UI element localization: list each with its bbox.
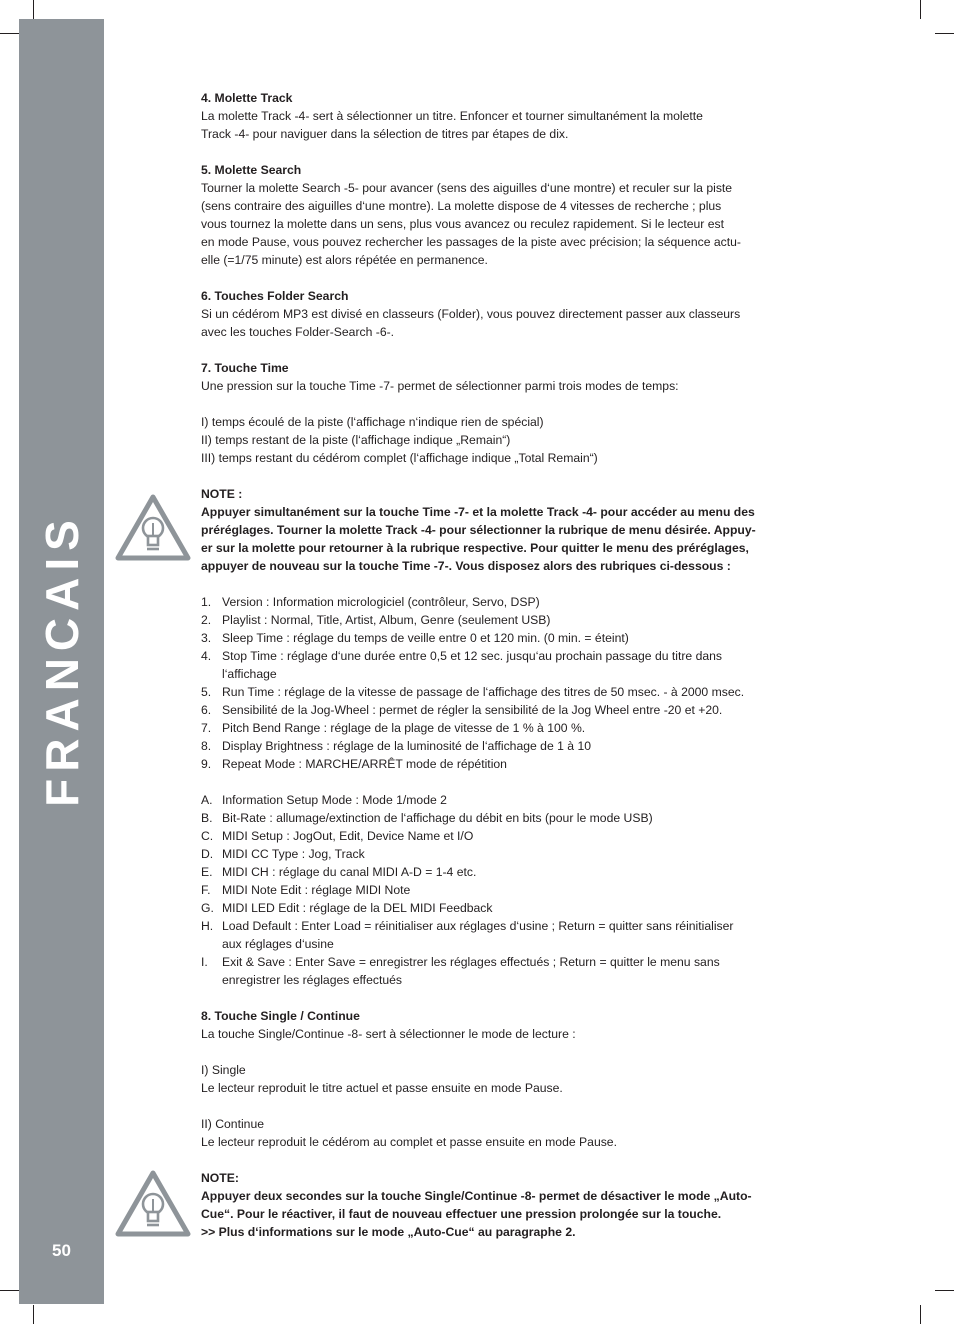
list-marker: 7. [201,721,212,735]
list-text: MIDI Setup : JogOut, Edit, Device Name et I/O [222,829,474,843]
list-item [201,863,819,881]
list-marker: I. [201,955,208,969]
list-text: Stop Time : réglage d‘une durée entre 0,5 et 12 sec. jusqu‘au prochain passage du titre dans [222,649,723,663]
warning-lightbulb-icon [114,1168,192,1238]
list-item [201,629,819,647]
list-text: Sleep Time : réglage du temps de veille entre 0 et 120 min. (0 min. = éteint) [222,631,629,645]
list-text: Playlist : Normal, Title, Artist, Album, Genre (seulement USB) [222,613,551,627]
time-mode-line: I) temps écoulé de la piste (l‘affichage n‘indique rien de spécial) [201,415,544,429]
list-marker: H. [201,919,214,933]
list-item [201,683,819,701]
paragraph-line: vous tournez la molette dans un sens, plus vous avancez ou reculez rapidement. Si le lecteur est [201,217,724,231]
list-item [201,593,819,611]
list-text: MIDI LED Edit : réglage de la DEL MIDI Feedback [222,901,493,915]
list-marker: D. [201,847,214,861]
list-marker: 3. [201,631,212,645]
section-heading: 7. Touche Time [201,361,289,375]
crop-mark [935,33,954,34]
list-marker: A. [201,793,213,807]
list-item [201,719,819,737]
note-line: Cue“. Pour le réactiver, il faut de nouveau effectuer une pression prolongée sur la touche. [201,1207,722,1221]
list-item [201,953,819,971]
list-marker: F. [201,883,211,897]
mode-title: II) Continue [201,1117,265,1131]
list-text: Information Setup Mode : Mode 1/mode 2 [222,793,447,807]
list-item [201,881,819,899]
note-line: >> Plus d‘informations sur le mode „Auto-Cue“ au paragraphe 2. [201,1225,576,1239]
list-marker: 5. [201,685,212,699]
list-item [201,647,819,665]
list-item [201,611,819,629]
list-item [201,737,819,755]
list-text: Display Brightness : réglage de la luminosité de l‘affichage de 1 à 10 [222,739,592,753]
page-number: 50 [52,1241,71,1260]
manual-content [201,89,819,1241]
note-heading: NOTE : [201,487,243,501]
list-text: Run Time : réglage de la vitesse de passage de l‘affichage des titres de 50 msec. - à 2000 msec. [222,685,745,699]
paragraph-line: Une pression sur la touche Time -7- permet de sélectionner parmi trois modes de temps: [201,379,679,393]
list-text: Version : Information micrologiciel (contrôleur, Servo, DSP) [222,595,540,609]
list-text: Pitch Bend Range : réglage de la plage de vitesse de 1 % à 100 %. [222,721,586,735]
paragraph-line: avec les touches Folder-Search -6-. [201,325,395,339]
crop-mark [0,33,19,34]
paragraph-line: Si un cédérom MP3 est divisé en classeurs (Folder), vous pouvez directement passer aux classeurs [201,307,741,321]
crop-mark [33,0,34,19]
paragraph-line: elle (=1/75 minute) est alors répétée en permanence. [201,253,488,267]
list-item [201,899,819,917]
list-item [201,917,819,935]
list-marker: 4. [201,649,212,663]
crop-mark [0,1290,19,1291]
note-line: Appuyer deux secondes sur la touche Single/Continue -8- permet de désactiver le mode „Auto- [201,1189,752,1203]
language-label: FRANCAIS [36,513,88,807]
crop-mark [920,0,921,19]
list-item-continuation [201,971,819,989]
list-marker: 6. [201,703,212,717]
list-text: Load Default : Enter Load = réinitialiser aux réglages d‘usine ; Return = quitter sans réinitialiser [222,919,734,933]
list-item [201,827,819,845]
list-text: Bit-Rate : allumage/extinction de l‘affichage du débit en bits (pour le mode USB) [222,811,653,825]
time-mode-line: III) temps restant du cédérom complet (l‘affichage indique „Total Remain“) [201,451,598,465]
list-marker: B. [201,811,213,825]
list-item [201,809,819,827]
list-text: l‘affichage [222,667,277,681]
section-heading: 4. Molette Track [201,91,293,105]
list-marker: 2. [201,613,212,627]
list-marker: 8. [201,739,212,753]
list-marker: 1. [201,595,212,609]
list-item [201,791,819,809]
note-line: préréglages. Tourner la molette Track -4- pour sélectionner la rubrique de menu désirée. Appuy- [201,523,756,537]
list-text: Repeat Mode : MARCHE/ARRÊT mode de répétition [222,757,507,771]
paragraph-line: Track -4- pour naviguer dans la sélection de titres par étapes de dix. [201,127,569,141]
list-text: Sensibilité de la Jog-Wheel : permet de régler la sensibilité de la Jog Wheel entre -20 et +20. [222,703,723,717]
note-line: er sur la molette pour retourner à la rubrique respective. Pour quitter le menu des préréglages, [201,541,749,555]
paragraph-line: en mode Pause, vous pouvez rechercher les passages de la piste avec précision; la séquence actu- [201,235,741,249]
list-item [201,701,819,719]
note-heading: NOTE: [201,1171,239,1185]
paragraph-line: Tourner la molette Search -5- pour avancer (sens des aiguilles d‘une montre) et reculer sur la piste [201,181,733,195]
time-mode-line: II) temps restant de la piste (l‘affichage indique „Remain“) [201,433,511,447]
section-heading: 8. Touche Single / Continue [201,1009,360,1023]
list-text: MIDI Note Edit : réglage MIDI Note [222,883,411,897]
paragraph-line: Le lecteur reproduit le cédérom au complet et passe ensuite en mode Pause. [201,1135,617,1149]
mode-title: I) Single [201,1063,246,1077]
list-text: aux réglages d‘usine [222,937,334,951]
list-item [201,755,819,773]
note-line: Appuyer simultanément sur la touche Time -7- et la molette Track -4- pour accéder au menu des [201,505,755,519]
section-heading: 5. Molette Search [201,163,302,177]
list-text: Exit & Save : Enter Save = enregistrer les réglages effectués ; Return = quitter le menu sans [222,955,720,969]
crop-mark [920,1305,921,1324]
warning-lightbulb-icon [114,492,192,562]
section-heading: 6. Touches Folder Search [201,289,349,303]
list-text: MIDI CH : réglage du canal MIDI A-D = 1-4 etc. [222,865,477,879]
list-item-continuation [201,935,819,953]
list-item [201,845,819,863]
crop-mark [33,1305,34,1324]
list-marker: G. [201,901,214,915]
list-text: MIDI CC Type : Jog, Track [222,847,365,861]
paragraph-line: (sens contraire des aiguilles d‘une montre). La molette dispose de 4 vitesses de recherche ; plus [201,199,722,213]
crop-mark [935,1290,954,1291]
paragraph-line: La touche Single/Continue -8- sert à sélectionner le mode de lecture : [201,1027,576,1041]
note-line: appuyer de nouveau sur la touche Time -7-. Vous disposez alors des rubriques ci-dessous : [201,559,731,573]
list-marker: 9. [201,757,212,771]
paragraph-line: La molette Track -4- sert à sélectionner un titre. Enfoncer et tourner simultanément la molette [201,109,703,123]
paragraph-line: Le lecteur reproduit le titre actuel et passe ensuite en mode Pause. [201,1081,563,1095]
list-marker: C. [201,829,214,843]
list-text: enregistrer les réglages effectués [222,973,402,987]
list-marker: E. [201,865,213,879]
list-item-continuation [201,665,819,683]
